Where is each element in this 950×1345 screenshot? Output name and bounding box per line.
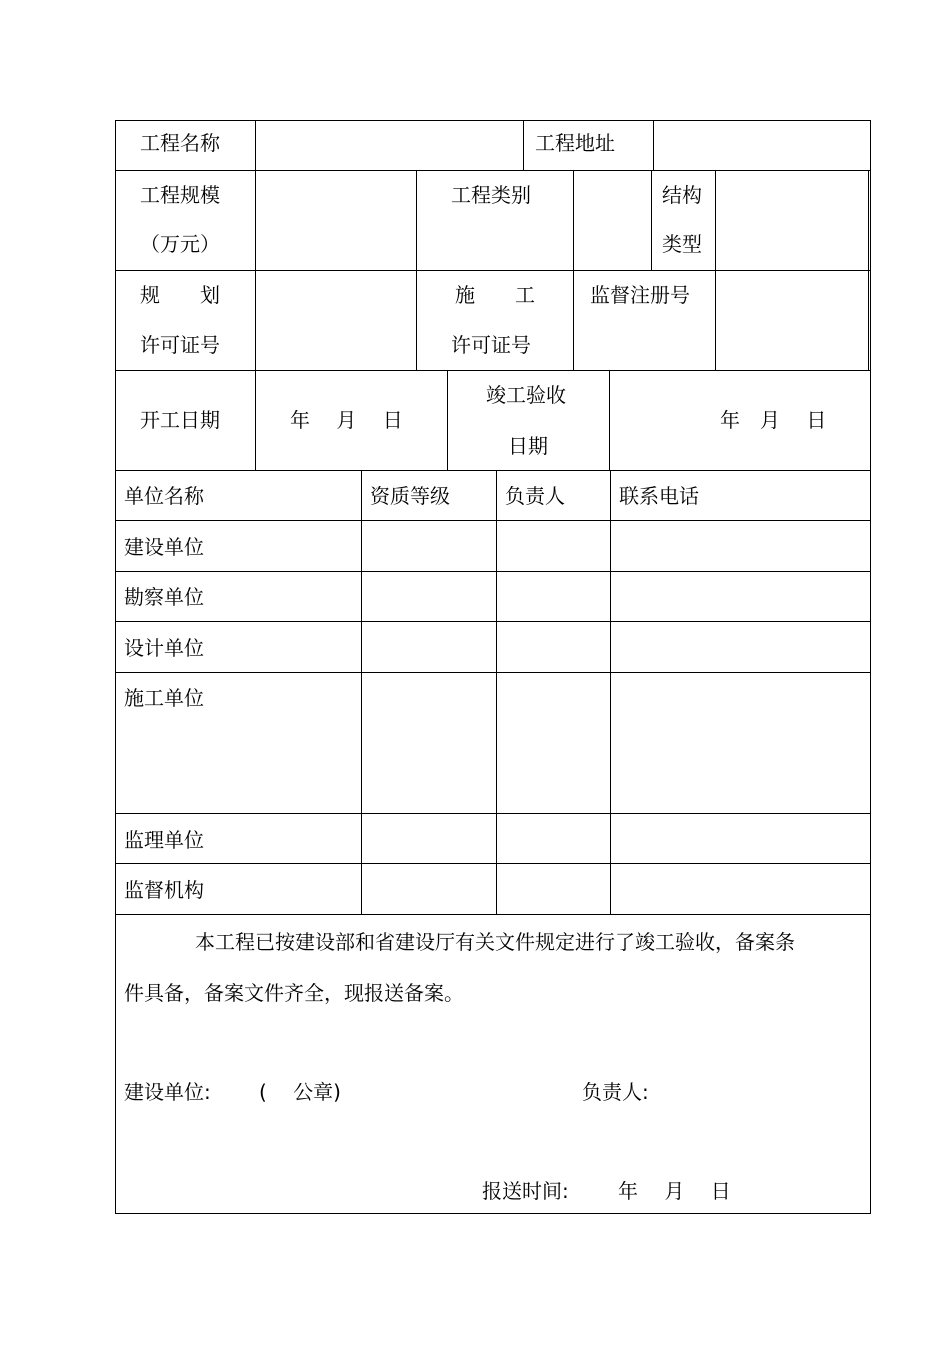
table-border-bottom xyxy=(115,1213,871,1214)
col-divider xyxy=(361,470,362,914)
completion-date-value: 年 月 日 xyxy=(720,408,827,432)
row-builder: 建设单位 xyxy=(124,535,204,559)
table-border-top xyxy=(115,120,871,121)
header-responsible: 负责人 xyxy=(505,484,565,508)
start-date-label: 开工日期 xyxy=(140,408,220,432)
col-divider xyxy=(496,470,497,914)
header-unit-name: 单位名称 xyxy=(124,484,204,508)
row-divider xyxy=(115,520,871,521)
declaration-line-2: 件具备，备案文件齐全，现报送备案。 xyxy=(124,981,464,1005)
col-divider xyxy=(868,170,869,370)
row-supervisor: 监理单位 xyxy=(124,828,204,852)
row-divider xyxy=(115,813,871,814)
row-survey: 勘察单位 xyxy=(124,585,204,609)
submit-date-value: 年 月 日 xyxy=(618,1179,731,1203)
start-date-value: 年 月 日 xyxy=(290,408,403,432)
completion-date-label: 竣工验收 xyxy=(486,383,566,407)
row-divider xyxy=(115,270,871,271)
row-divider xyxy=(115,170,871,171)
supervision-reg-label: 监督注册号 xyxy=(590,283,690,307)
table-border-right xyxy=(870,120,871,1214)
structure-type-label-2: 类型 xyxy=(662,232,702,256)
col-divider xyxy=(651,170,652,270)
submit-time-label: 报送时间: xyxy=(482,1179,569,1203)
construction-permit-label-2: 许可证号 xyxy=(451,333,531,357)
construction-permit-label: 施 工 xyxy=(455,283,535,307)
project-scale-unit: （万元） xyxy=(140,232,220,256)
header-phone: 联系电话 xyxy=(619,484,699,508)
declaration-line-1: 本工程已按建设部和省建设厅有关文件规定进行了竣工验收，备案条 xyxy=(195,930,795,954)
col-divider xyxy=(255,120,256,170)
row-design: 设计单位 xyxy=(124,636,204,660)
row-divider xyxy=(115,370,871,371)
row-oversight: 监督机构 xyxy=(124,878,204,902)
col-divider xyxy=(609,370,610,470)
col-divider xyxy=(715,170,716,370)
planning-permit-label-2: 许可证号 xyxy=(140,333,220,357)
project-category-label: 工程类别 xyxy=(451,183,531,207)
structure-type-label: 结构 xyxy=(662,183,702,207)
col-divider xyxy=(255,370,256,470)
col-divider xyxy=(416,170,417,370)
row-divider xyxy=(115,621,871,622)
row-construction: 施工单位 xyxy=(124,686,204,710)
planning-permit-label: 规 划 xyxy=(140,283,220,307)
col-divider xyxy=(523,120,524,170)
builder-sign-label: 建设单位: xyxy=(124,1080,211,1104)
official-seal-placeholder: ( 公章) xyxy=(259,1080,341,1104)
project-address-label: 工程地址 xyxy=(535,131,615,155)
project-name-label: 工程名称 xyxy=(140,131,220,155)
row-divider xyxy=(115,914,871,915)
header-qualification: 资质等级 xyxy=(370,484,450,508)
col-divider xyxy=(573,170,574,370)
row-divider xyxy=(115,571,871,572)
project-scale-label: 工程规模 xyxy=(140,183,220,207)
row-divider xyxy=(115,470,871,471)
col-divider xyxy=(653,120,654,170)
col-divider xyxy=(610,470,611,914)
col-divider xyxy=(255,170,256,370)
row-divider xyxy=(115,863,871,864)
responsible-sign-label: 负责人: xyxy=(582,1080,649,1104)
col-divider xyxy=(447,370,448,470)
table-border-left xyxy=(115,120,116,1214)
completion-date-label-2: 日期 xyxy=(508,434,548,458)
row-divider xyxy=(115,672,871,673)
